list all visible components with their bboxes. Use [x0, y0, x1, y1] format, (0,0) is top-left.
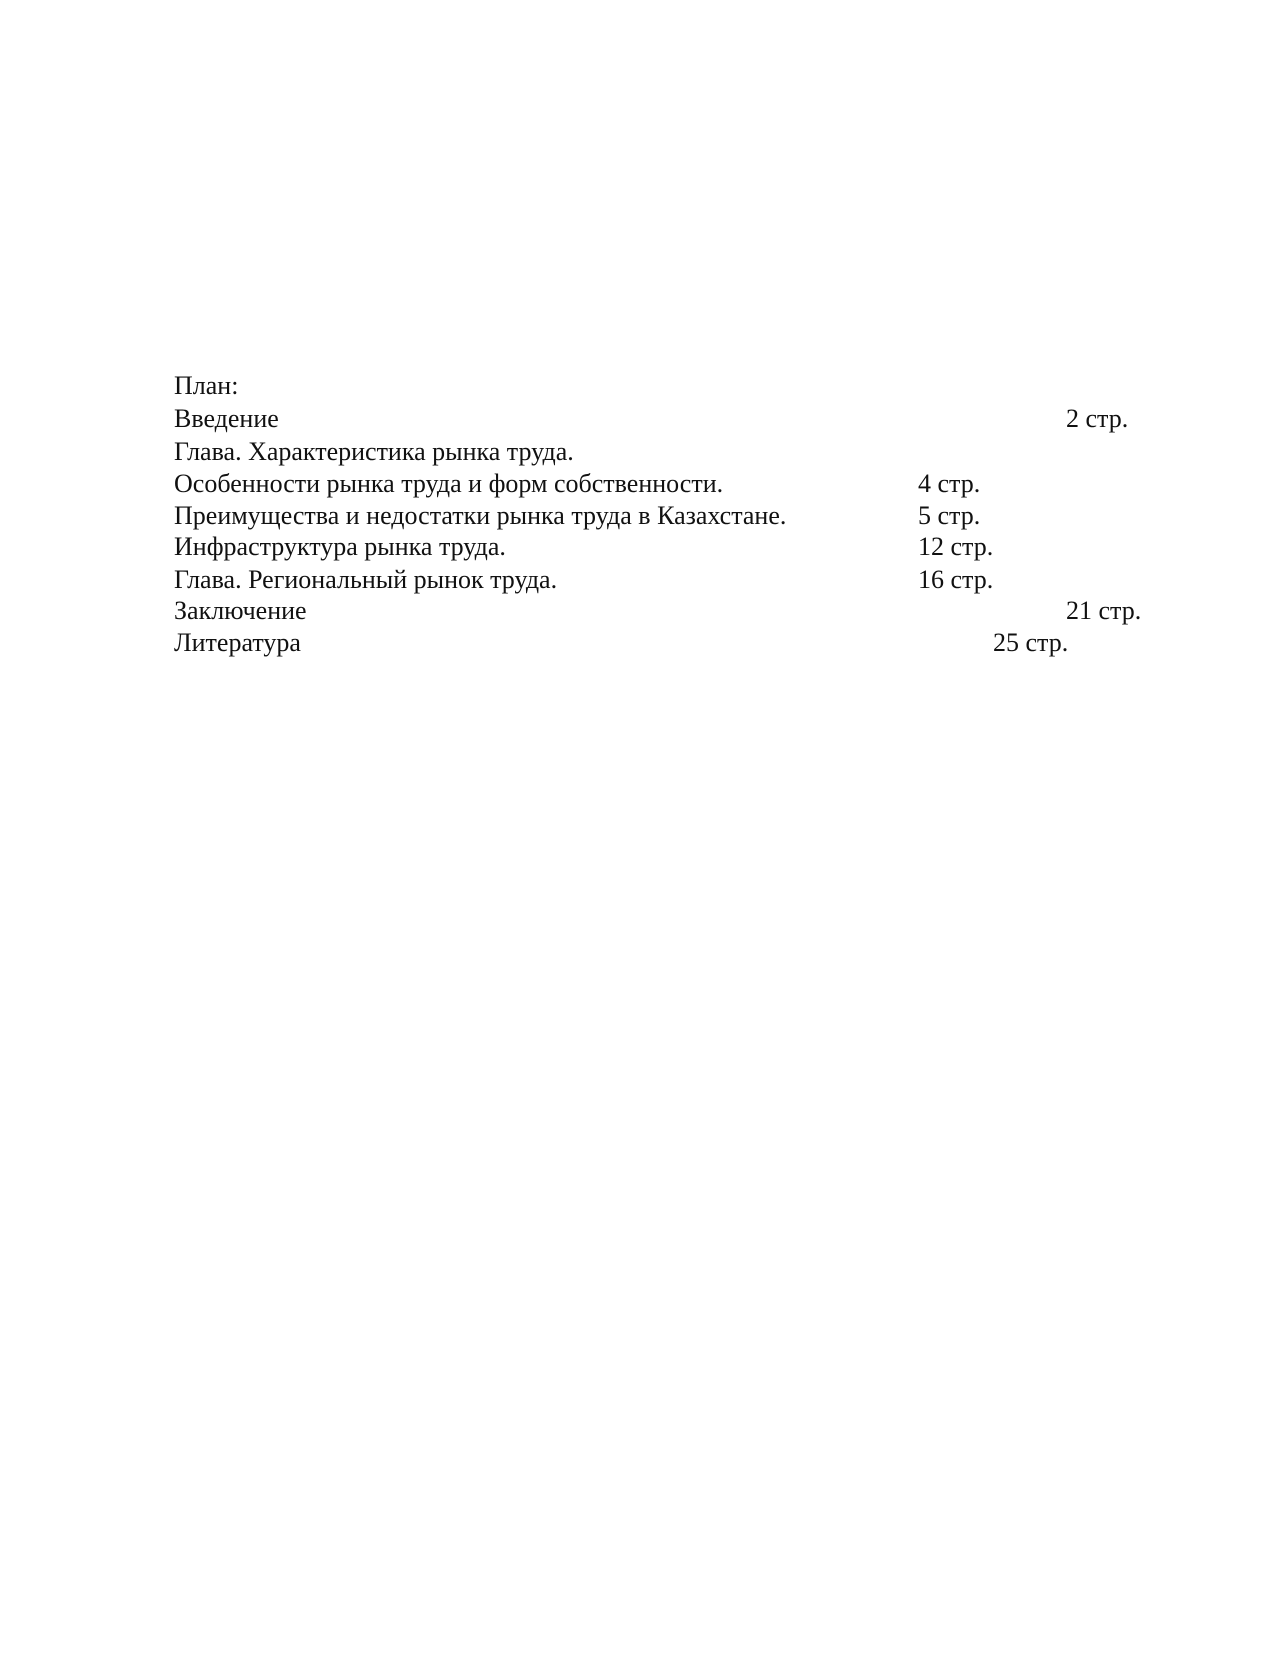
plan-heading: План:	[174, 371, 239, 400]
toc-entry-advantages-page: 5 стр.	[918, 501, 981, 530]
toc-entry-regional-chapter-page: 16 стр.	[918, 565, 994, 594]
toc-entry-conclusion-title: Заключение	[174, 596, 307, 625]
toc-entry-chapter-characteristics-title: Глава. Характеристика рынка труда.	[174, 437, 574, 466]
toc-entry-introduction-title: Введение	[174, 404, 279, 433]
toc-entry-infrastructure-page: 12 стр.	[918, 532, 994, 561]
toc-entry-literature-title: Литература	[174, 628, 301, 657]
toc-entry-advantages-title: Преимущества и недостатки рынка труда в Казахстане.	[174, 501, 787, 530]
toc-entry-literature-page: 25 стр.	[993, 628, 1069, 657]
toc-entry-regional-chapter-title: Глава. Региональный рынок труда.	[174, 565, 558, 594]
toc-entry-features-title: Особенности рынка труда и форм собственности.	[174, 469, 724, 498]
toc-entry-features-page: 4 стр.	[918, 469, 981, 498]
toc-entry-introduction-page: 2 стр.	[1066, 404, 1129, 433]
toc-entry-infrastructure-title: Инфраструктура рынка труда.	[174, 532, 506, 561]
toc-entry-conclusion-page: 21 стр.	[1066, 596, 1142, 625]
